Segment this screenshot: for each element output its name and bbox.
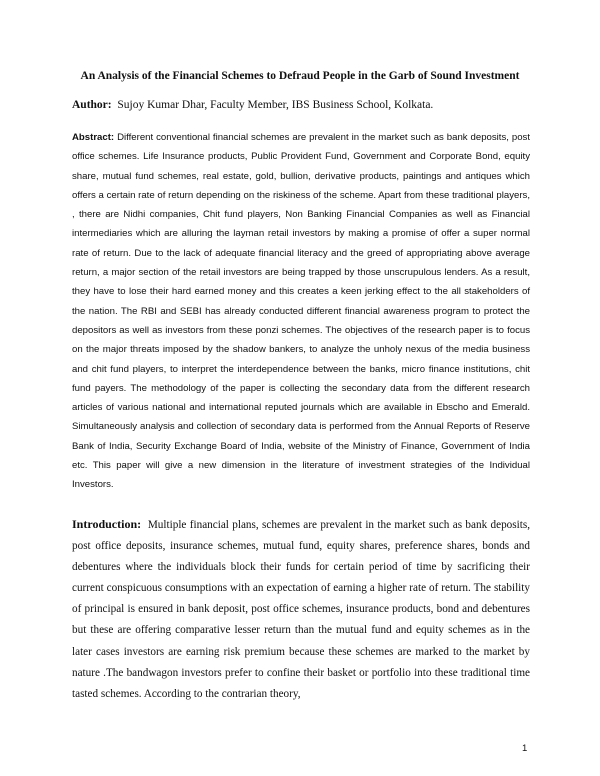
- author-line: [72, 99, 532, 111]
- abstract-text: Different conventional financial schemes are prevalent in the market such as bank deposits, post office schemes. Life Insurance products, Public Provident Fund, Government and Corporate Bond, equity share, mutual fund schemes, real estate, gold, bullion, derivative products, paintings and antiques which offers a certain rate of return depending on the riskiness of the scheme. Apart from these traditional players, , there are Nidhi companies, Chit fund players, Non Banking Financial Companies as well as Financial intermediaries which are alluring the layman retail investors by making a promise of offer a super normal rate of return. Due to the lack of adequate financial literacy and the greed of appropriating above average return, a major section of the retail investors are being trapped by those unscrupulous lenders. As a result, they have to lose their hard earned money and this creates a keen jerking effect to the all stakeholders of the nation. The RBI and SEBI has already conducted different financial awareness program to protect the depositors as well as investors from these ponzi schemes. The objectives of the research paper is to focus on the major threats imposed by the shadow bankers, to analyze the unholy nexus of the media business and chit fund players, to interpret the interdependence between the banks, micro finance institutions, chit fund payers. The methodology of the paper is collecting the secondary data from the different research articles of various national and international reputed journals which are available in Ebscho and Emerald. Simultaneously analysis and collection of secondary data is performed from the Annual Reports of Reserve Bank of India, Security Exchange Board of India, website of the Ministry of Finance, Government of India etc. This paper will give a new dimension in the literature of investment strategies of the Individual Investors.: [72, 132, 531, 491]
- author-text: Sujoy Kumar Dhar, Faculty Member, IBS Business School, Kolkata.: [117, 99, 434, 111]
- introduction-paragraph: [72, 514, 530, 705]
- paper-title: An Analysis of the Financial Schemes to Defraud People in the Garb of Sound Investment: [80, 70, 520, 82]
- introduction-text: Multiple financial plans, schemes are prevalent in the market such as bank deposits, post office deposits, insurance schemes, mutual fund, equity shares, preference shares, bonds and debentures where the individuals block their funds for certain period of time by sacrificing their current conspicuous consumptions with an expectation of earning a higher rate of return. The stability of principal is ensured in bank deposit, post office schemes, insurance products, bond and debentures but these are offering comparative lesser return than the mutual fund and equity schemes as in the later cases investors are earning risk premium because these schemes are marked to the market by nature .The bandwagon investors prefer to confine their basket or portfolio into these traditional time tasted schemes. According to the contrarian theory,: [72, 519, 530, 700]
- abstract-paragraph: [72, 128, 530, 495]
- abstract-label: Abstract:: [72, 132, 115, 143]
- introduction-label: Introduction:: [72, 517, 142, 531]
- page-number: 1: [522, 743, 528, 754]
- author-label: Author:: [72, 99, 112, 111]
